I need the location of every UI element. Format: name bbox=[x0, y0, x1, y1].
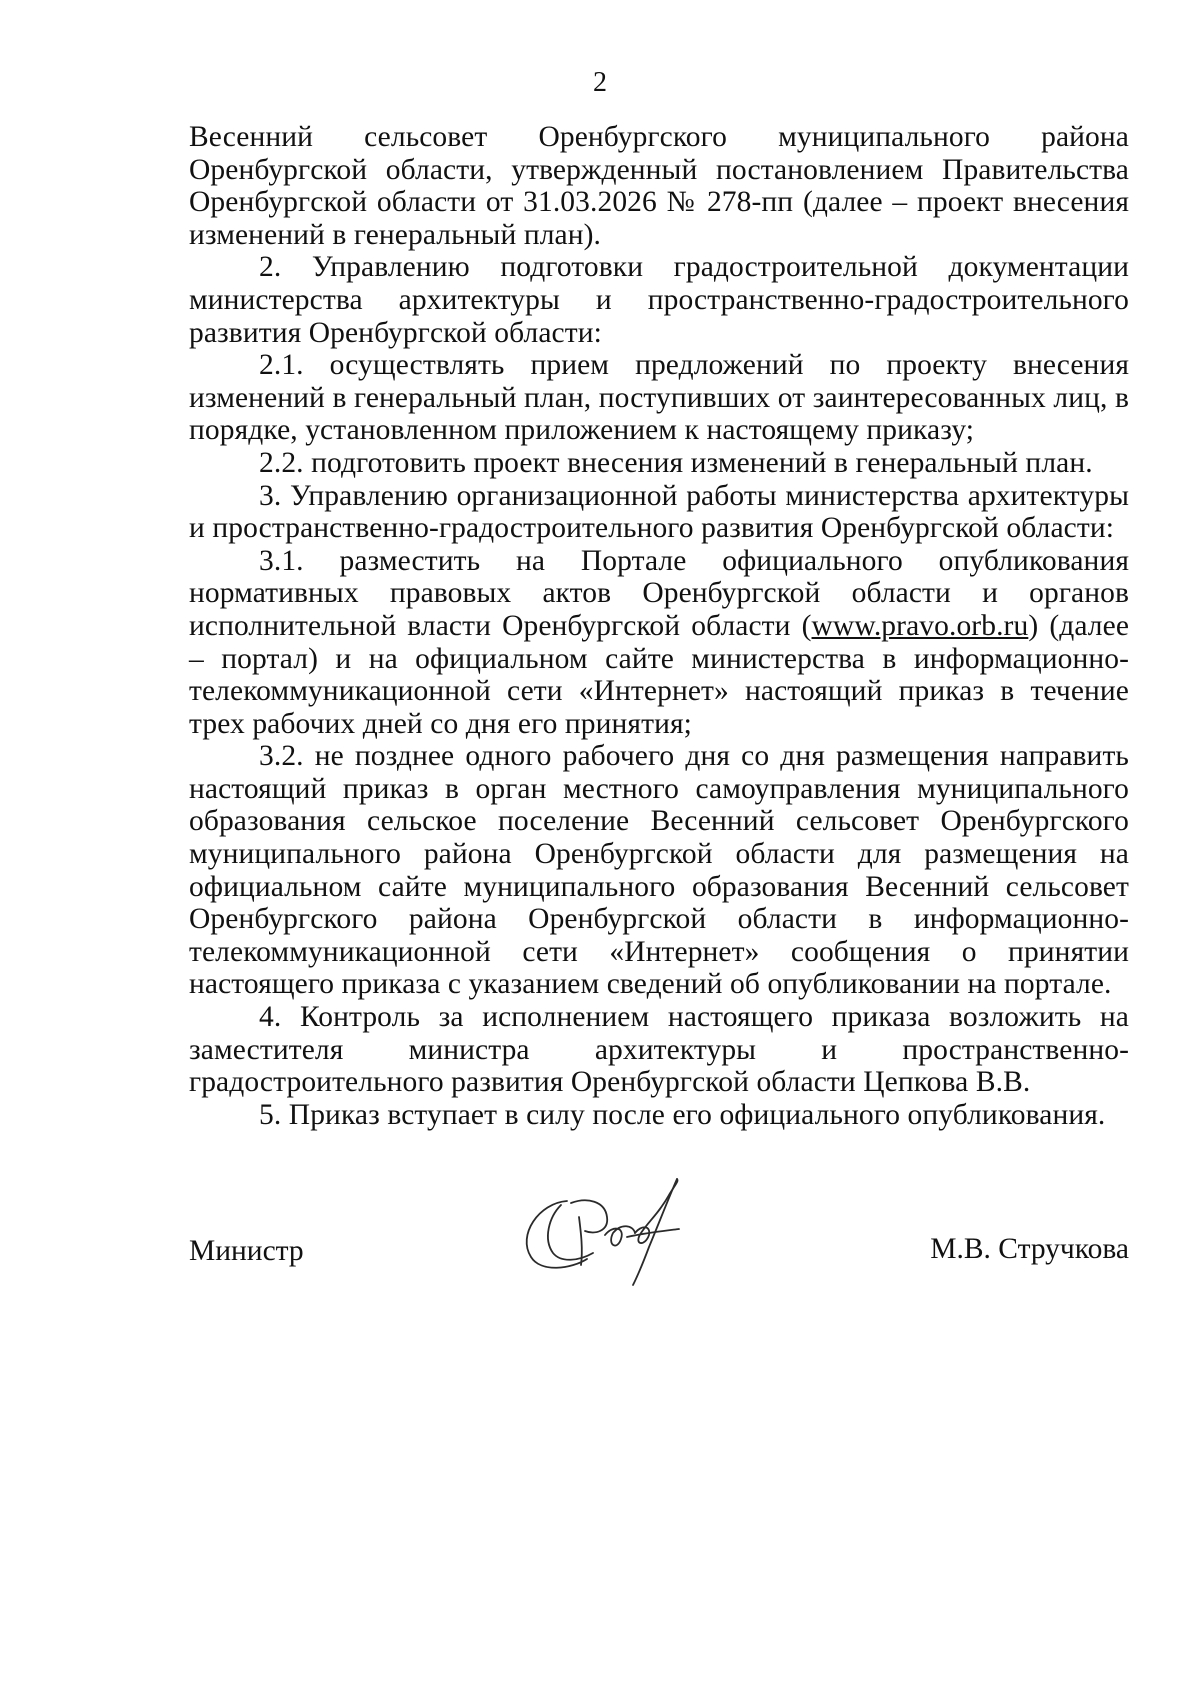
signatory-name: М.В. Стручкова bbox=[930, 1233, 1129, 1265]
portal-link[interactable]: www.pravo.orb.ru bbox=[811, 609, 1029, 642]
handwritten-signature bbox=[509, 1173, 699, 1293]
paragraph-item-3-1-text-end: ) (далее – портал) и на официальном сайте министерства в информационно-телекоммуникационной сети «Интернет» настоящий приказ в течение трех рабочих дней со дня его принятия; bbox=[189, 609, 1130, 740]
signatory-position: Министр bbox=[189, 1235, 304, 1267]
paragraph-item-4: 4. Контроль за исполнением настоящего приказа возложить на заместителя министра архитектуры и пространственно-градостроительного развития Оренбургской области Цепкова В.В. bbox=[189, 1001, 1129, 1099]
paragraph-item-2-2: 2.2. подготовить проект внесения изменений в генеральный план. bbox=[259, 446, 1093, 479]
paragraph-item-2-1: 2.1. осуществлять прием предложений по проекту внесения изменений в генеральный план, поступивших от заинтересованных лиц, в порядке, установленном приложением к настоящему приказу; bbox=[189, 349, 1129, 447]
paragraph-continuation: Весенний сельсовет Оренбургского муниципального района Оренбургской области, утвержденный постановлением Правительства Оренбургской области от 31.03.2026 № 278-пп (далее – проект внесения изменений в генеральный план). bbox=[189, 121, 1129, 251]
paragraph-item-3: 3. Управлению организационной работы министерства архитектуры и пространственно-градостроительного развития Оренбургской области: bbox=[189, 479, 1129, 545]
signature-block bbox=[189, 1185, 1129, 1325]
paragraph-item-3-1-text-start: 3.1. разместить на Портале официального опубликования нормативных правовых актов Оренбургской области и органов исполнительной власти Оренбургской области ( bbox=[189, 544, 1129, 642]
paragraph-item-3-1 bbox=[189, 545, 1129, 741]
paragraph-item-2: 2. Управлению подготовки градостроительной документации министерства архитектуры и пространственно-градостроительного развития Оренбургской области: bbox=[189, 251, 1129, 349]
paragraph-item-5: 5. Приказ вступает в силу после его официального опубликования. bbox=[259, 1098, 1106, 1131]
paragraph-item-3-2: 3.2. не позднее одного рабочего дня со дня размещения направить настоящий приказ в орган местного самоуправления муниципального образования сельское поселение Весенний сельсовет Оренбургского муниципального района Оренбургской области для размещения на официальном сайте муниципального образования Весенний сельсовет Оренбургского района Оренбургской области в информационно-телекоммуникационной сети «Интернет» сообщения о принятии настоящего приказа с указанием сведений об опубликовании на портале. bbox=[189, 740, 1129, 1001]
page-number: 2 bbox=[593, 67, 607, 98]
document-body bbox=[189, 121, 1129, 1131]
